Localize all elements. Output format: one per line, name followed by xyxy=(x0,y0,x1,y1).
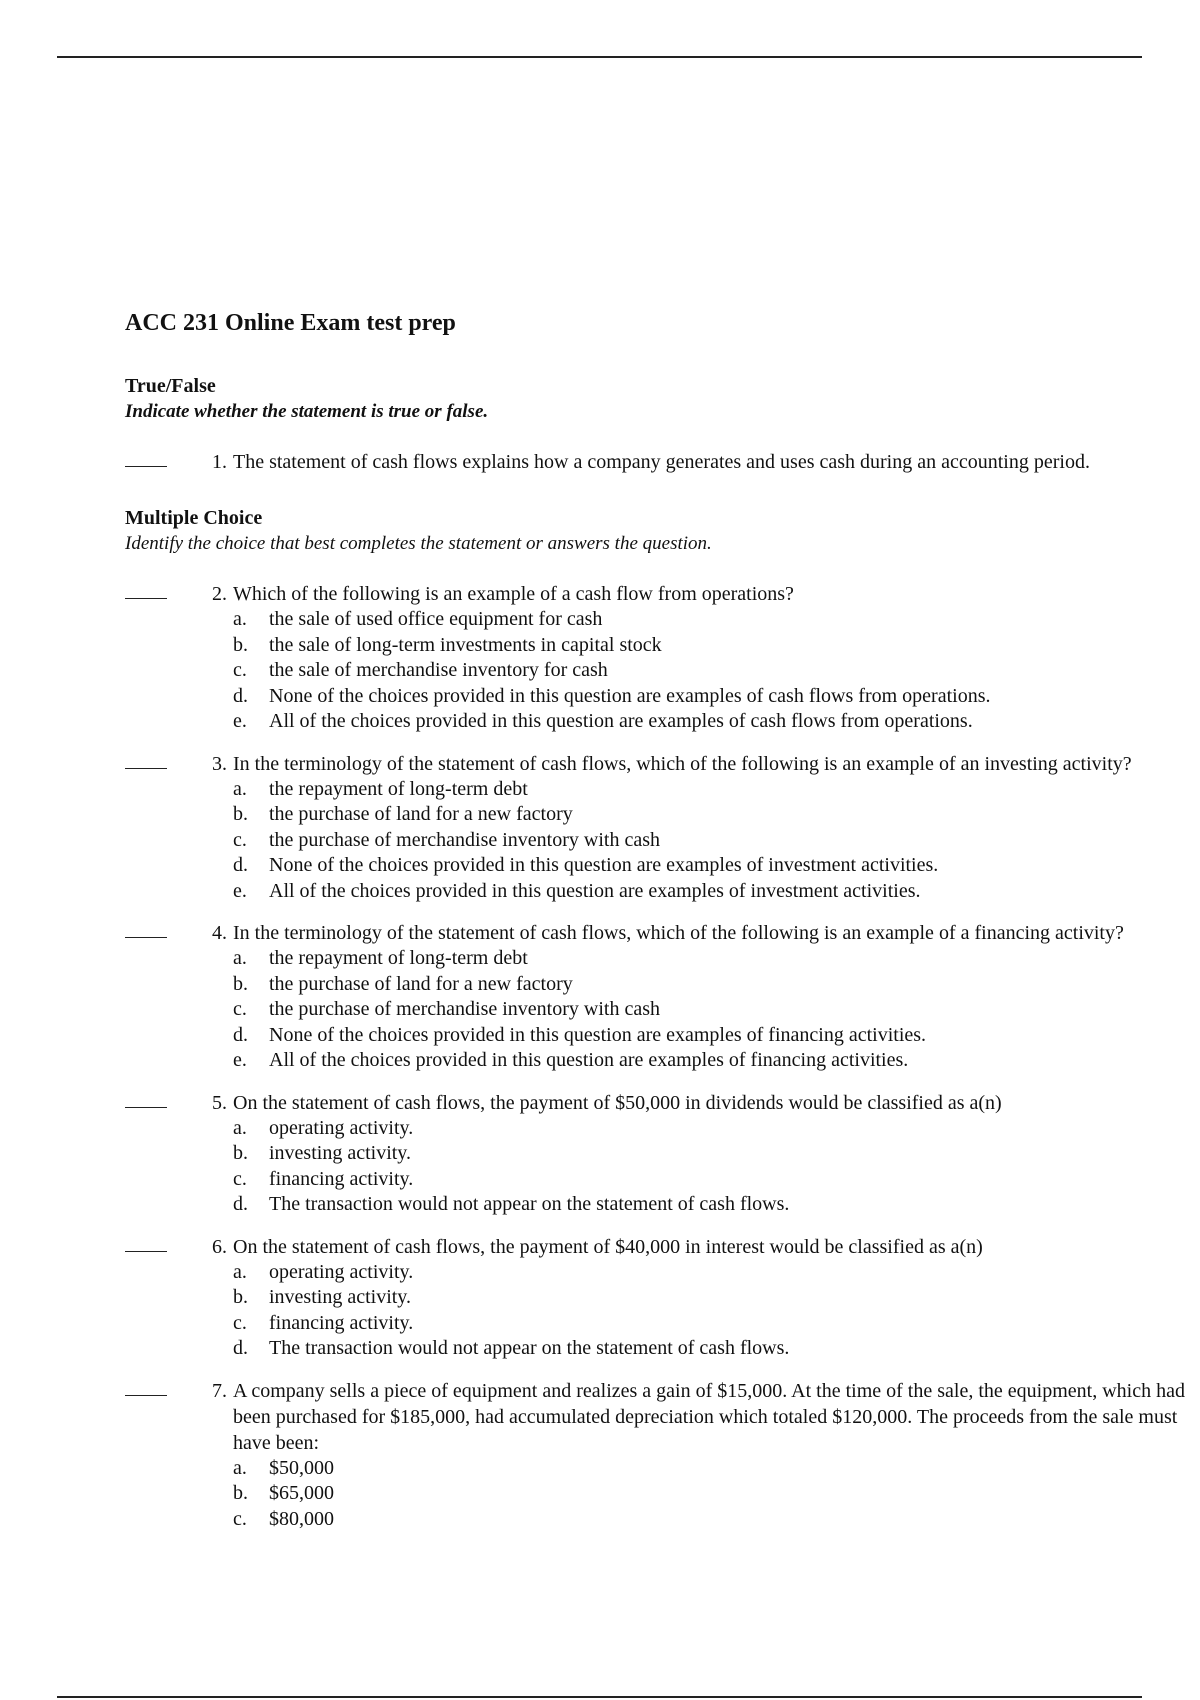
multiple-choice-question-list xyxy=(125,581,1185,1532)
option-letter: e. xyxy=(233,1049,247,1071)
option-letter: c. xyxy=(233,659,247,681)
option-text: investing activity. xyxy=(269,1286,412,1308)
question-text: On the statement of cash flows, the payment of $50,000 in dividends would be classified as a(n) xyxy=(233,1091,1002,1114)
option-list xyxy=(233,1260,1185,1362)
question xyxy=(125,1090,1185,1218)
question-number: 1. xyxy=(212,451,227,473)
question xyxy=(125,920,1185,1074)
answer-option xyxy=(233,607,1185,633)
option-text: $65,000 xyxy=(269,1482,334,1504)
answer-option xyxy=(233,1260,1185,1286)
answer-option xyxy=(233,709,1185,735)
question-text: In the terminology of the statement of cash flows, which of the following is an example of an investing activity? xyxy=(233,752,1132,775)
option-letter: a. xyxy=(233,1260,247,1283)
option-text: All of the choices provided in this question are examples of investment activities. xyxy=(269,879,921,902)
option-text: operating activity. xyxy=(269,1116,414,1139)
question-text: On the statement of cash flows, the payment of $40,000 in interest would be classified as a(n) xyxy=(233,1235,983,1258)
document-title: ACC 231 Online Exam test prep xyxy=(125,310,456,336)
question-number: 7. xyxy=(212,1379,227,1402)
answer-option xyxy=(233,1192,1185,1218)
answer-option xyxy=(233,1141,1185,1167)
multiple-choice-heading: Multiple Choice xyxy=(125,507,263,529)
option-text: All of the choices provided in this question are examples of cash flows from operations. xyxy=(269,710,973,732)
question-number: 5. xyxy=(212,1091,227,1114)
answer-blank[interactable] xyxy=(125,768,167,769)
answer-option xyxy=(233,777,1185,803)
option-letter: d. xyxy=(233,854,248,876)
option-letter: c. xyxy=(233,828,247,851)
answer-option xyxy=(233,879,1185,905)
option-text: financing activity. xyxy=(269,1167,414,1190)
answer-option xyxy=(233,1336,1185,1362)
option-text: None of the choices provided in this question are examples of investment activities. xyxy=(269,854,939,876)
question xyxy=(125,1378,1185,1533)
document-body xyxy=(125,310,1185,1532)
multiple-choice-instruction: Identify the choice that best completes the statement or answers the question. xyxy=(125,533,712,554)
option-text: None of the choices provided in this question are examples of cash flows from operations. xyxy=(269,684,991,707)
answer-blank[interactable] xyxy=(125,598,167,599)
option-letter: a. xyxy=(233,1116,247,1139)
question xyxy=(125,751,1185,905)
answer-option xyxy=(233,1116,1185,1142)
option-text: The transaction would not appear on the statement of cash flows. xyxy=(269,1193,790,1215)
option-letter: b. xyxy=(233,972,248,995)
answer-option xyxy=(233,802,1185,828)
option-list xyxy=(233,777,1185,905)
answer-option xyxy=(233,972,1185,998)
option-text: the sale of used office equipment for cash xyxy=(269,608,603,630)
option-letter: b. xyxy=(233,803,248,825)
option-text: the purchase of merchandise inventory with cash xyxy=(269,828,660,851)
option-letter: b. xyxy=(233,1482,248,1504)
answer-blank[interactable] xyxy=(125,937,167,938)
top-rule xyxy=(57,56,1142,58)
option-letter: c. xyxy=(233,998,247,1020)
option-letter: d. xyxy=(233,1193,248,1215)
answer-option xyxy=(233,1507,1185,1533)
answer-option xyxy=(233,658,1185,684)
option-letter: c. xyxy=(233,1167,247,1190)
question-text: A company sells a piece of equipment and realizes a gain of $15,000. At the time of the sale, the equipment, which had been purchased for $185,000, had accumulated depreciation which totaled $120,000. The proceeds from the sale must have been: xyxy=(233,1379,1185,1454)
question-number: 4. xyxy=(212,922,227,944)
answer-option xyxy=(233,1456,1185,1482)
true-false-question-list xyxy=(125,449,1185,475)
answer-option xyxy=(233,633,1185,659)
answer-option xyxy=(233,946,1185,972)
answer-blank[interactable] xyxy=(125,1251,167,1252)
option-text: the purchase of land for a new factory xyxy=(269,972,573,995)
option-text: $50,000 xyxy=(269,1456,334,1479)
question-text: The statement of cash flows explains how a company generates and uses cash during an accounting period. xyxy=(233,451,1090,473)
option-letter: a. xyxy=(233,1456,247,1479)
option-text: the sale of merchandise inventory for cash xyxy=(269,659,608,681)
option-letter: b. xyxy=(233,633,248,656)
option-text: the sale of long-term investments in capital stock xyxy=(269,633,662,656)
answer-blank[interactable] xyxy=(125,1395,167,1396)
option-letter: e. xyxy=(233,710,247,732)
option-text: the purchase of land for a new factory xyxy=(269,803,573,825)
question-text: Which of the following is an example of a cash flow from operations? xyxy=(233,583,794,605)
true-false-section xyxy=(125,373,1185,475)
option-text: investing activity. xyxy=(269,1142,412,1164)
answer-option xyxy=(233,1167,1185,1193)
question xyxy=(125,581,1185,735)
multiple-choice-section xyxy=(125,505,1185,1532)
true-false-instruction: Indicate whether the statement is true or false. xyxy=(125,401,489,422)
answer-option xyxy=(233,1048,1185,1074)
option-letter: a. xyxy=(233,608,247,630)
option-list xyxy=(233,607,1185,735)
question-text: In the terminology of the statement of cash flows, which of the following is an example of a financing activity? xyxy=(233,922,1124,944)
option-text: the purchase of merchandise inventory with cash xyxy=(269,998,660,1020)
option-text: financing activity. xyxy=(269,1311,414,1334)
question-number: 2. xyxy=(212,583,227,605)
option-letter: c. xyxy=(233,1311,247,1334)
option-letter: b. xyxy=(233,1142,248,1164)
option-text: The transaction would not appear on the statement of cash flows. xyxy=(269,1337,790,1359)
answer-option xyxy=(233,997,1185,1023)
answer-option xyxy=(233,1023,1185,1049)
option-letter: a. xyxy=(233,777,247,800)
answer-option xyxy=(233,828,1185,854)
question xyxy=(125,1234,1185,1362)
question xyxy=(125,449,1185,475)
question-number: 6. xyxy=(212,1235,227,1258)
option-letter: a. xyxy=(233,947,247,969)
answer-option xyxy=(233,684,1185,710)
option-list xyxy=(233,1456,1185,1533)
option-letter: b. xyxy=(233,1286,248,1308)
answer-option xyxy=(233,853,1185,879)
option-text: $80,000 xyxy=(269,1507,334,1530)
question-number: 3. xyxy=(212,752,227,775)
answer-option xyxy=(233,1311,1185,1337)
option-text: the repayment of long-term debt xyxy=(269,777,528,800)
answer-blank[interactable] xyxy=(125,466,167,467)
bottom-rule xyxy=(57,1696,1142,1698)
answer-option xyxy=(233,1285,1185,1311)
option-letter: c. xyxy=(233,1507,247,1530)
answer-blank[interactable] xyxy=(125,1107,167,1108)
option-text: None of the choices provided in this question are examples of financing activities. xyxy=(269,1023,927,1046)
option-list xyxy=(233,1116,1185,1218)
true-false-heading: True/False xyxy=(125,375,216,397)
option-text: operating activity. xyxy=(269,1260,414,1283)
option-list xyxy=(233,946,1185,1074)
answer-option xyxy=(233,1481,1185,1507)
option-letter: e. xyxy=(233,879,247,902)
option-letter: d. xyxy=(233,684,248,707)
option-text: the repayment of long-term debt xyxy=(269,947,528,969)
option-letter: d. xyxy=(233,1023,248,1046)
option-text: All of the choices provided in this question are examples of financing activities. xyxy=(269,1049,909,1071)
option-letter: d. xyxy=(233,1337,248,1359)
